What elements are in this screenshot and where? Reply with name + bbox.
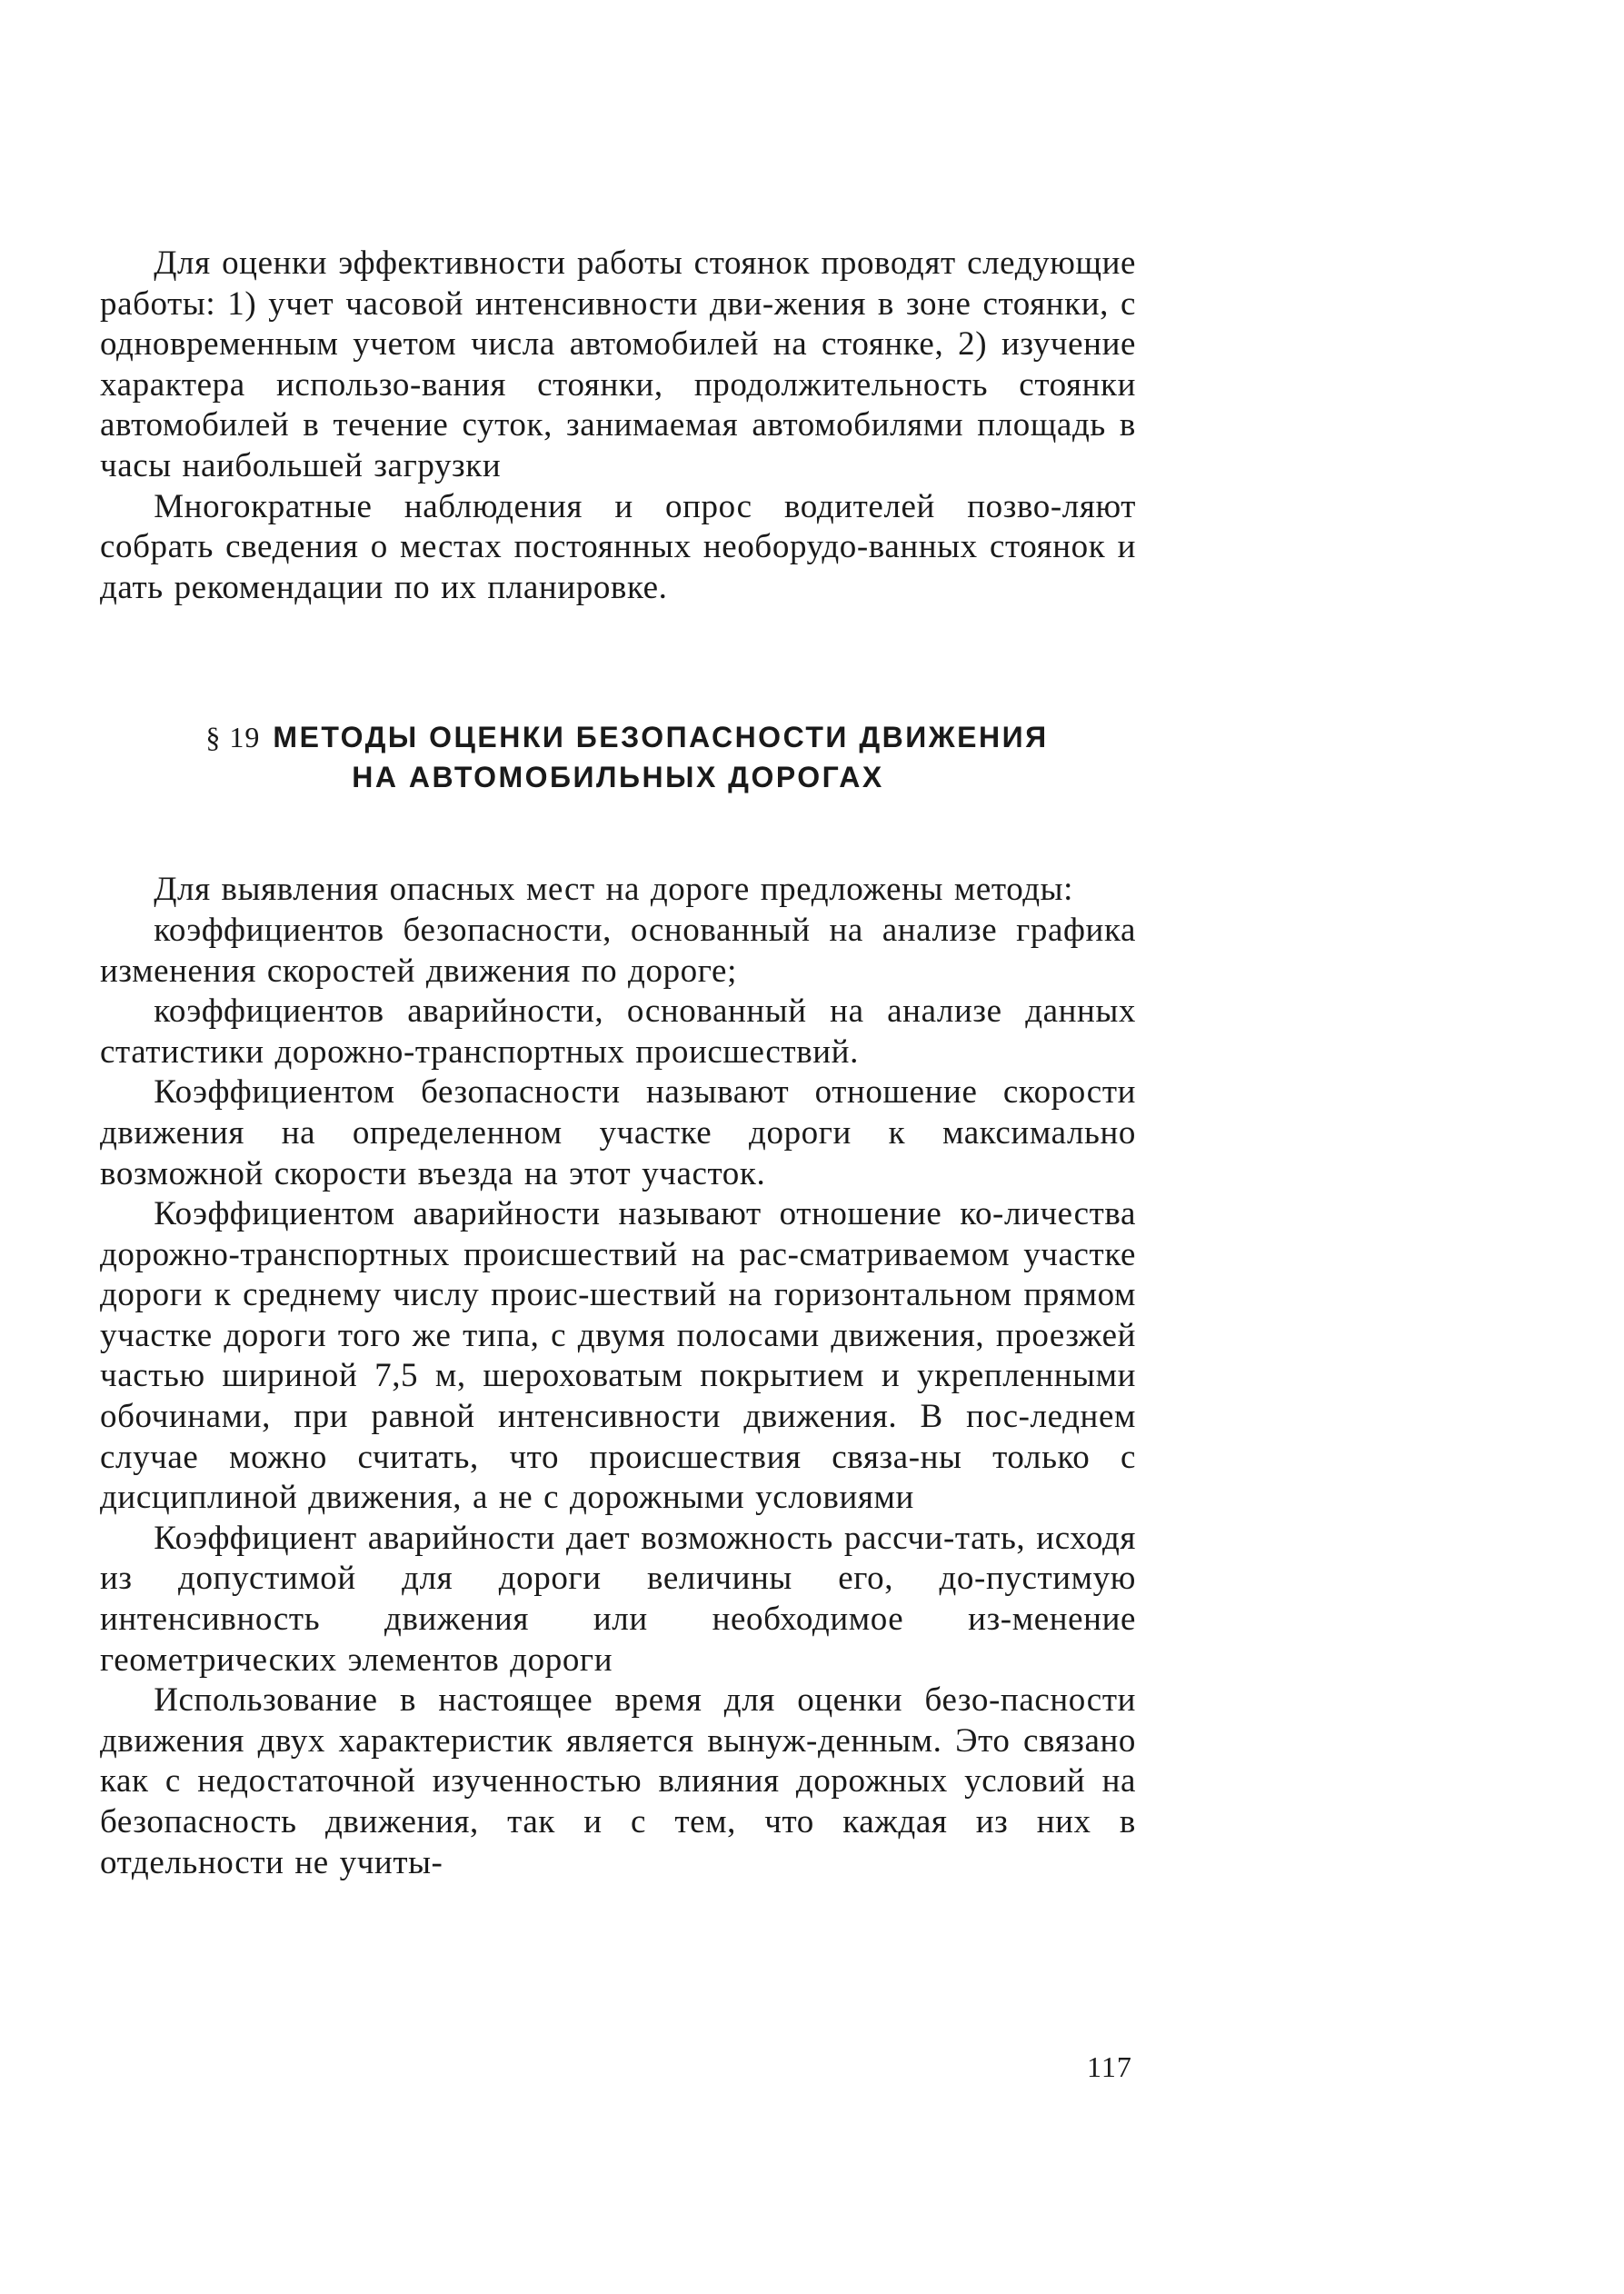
intro-paragraph-1: Для оценки эффективности работы стоянок проводят следующие работы: 1) учет часовой интенсивности дви-жения в зоне стоянки, с одновременным учетом числа автомобилей на стоянке, 2) изучение характера использо-вания стоянки, продолжительность стоянки автомобилей в течение суток, занимаемая автомобилями площадь в часы наибольшей загрузки <box>100 244 1136 484</box>
section-heading-line-1 <box>100 717 1136 757</box>
body-paragraph-methods-intro: Для выявления опасных мест на дороге предложены методы: <box>154 871 1073 909</box>
body-paragraph-method-accident: коэффициентов аварийности, основанный на анализе данных статистики дорожно-транспортных происшествий. <box>100 992 1136 1071</box>
page-number: 117 <box>1087 2050 1132 2083</box>
body-paragraph-accident-definition: Коэффициентом аварийности называют отношение ко-личества дорожно-транспортных происшествий на рас-сматриваемом участке дороги к среднему числу проис-шествий на горизонтальном прямом участке дороги того же типа, с двумя полосами движения, проезжей частью шириной 7,5 м, шероховатым покрытием и укрепленными обочинами, при равной интенсивности движения. В пос-леднем случае можно считать, что происшествия связа-ны только с дисциплиной движения, а не с дорожными условиями <box>100 1195 1136 1517</box>
section-title-line-1: МЕТОДЫ ОЦЕНКИ БЕЗОПАСНОСТИ ДВИЖЕНИЯ <box>273 721 1049 754</box>
body-paragraph-safety-definition: Коэффициентом безопасности называют отношение скорости движения на определенном участке дороги к максимально возможной скорости въезда на этот участок. <box>100 1073 1136 1192</box>
body-paragraph-accident-usage: Коэффициент аварийности дает возможность рассчи-тать, исходя из допустимой для дороги величины его, до-пустимую интенсивность движения или необходимое из-менение геометрических элементов дороги <box>100 1519 1136 1679</box>
body-paragraph-two-characteristics: Использование в настоящее время для оценки безо-пасности движения двух характеристик является вынуж-денным. Это связано как с недостаточной изученностью влияния дорожных условий на безопасность движения, так и с тем, что каждая из них в отдельности не учиты- <box>100 1681 1136 1881</box>
section-heading <box>100 608 1136 870</box>
section-title-line-2: НА АВТОМОБИЛЬНЫХ ДОРОГАХ <box>352 761 884 794</box>
body-paragraph-method-safety: коэффициентов безопасности, основанный на анализе графика изменения скоростей движения по дороге; <box>100 911 1136 990</box>
intro-paragraph-2: Многократные наблюдения и опрос водителей позво-ляют собрать сведения о местах постоянных необорудо-ванных стоянок и дать рекомендации по их планировке. <box>100 487 1136 606</box>
section-number: § 19 <box>205 721 261 754</box>
book-page <box>100 244 1136 1883</box>
